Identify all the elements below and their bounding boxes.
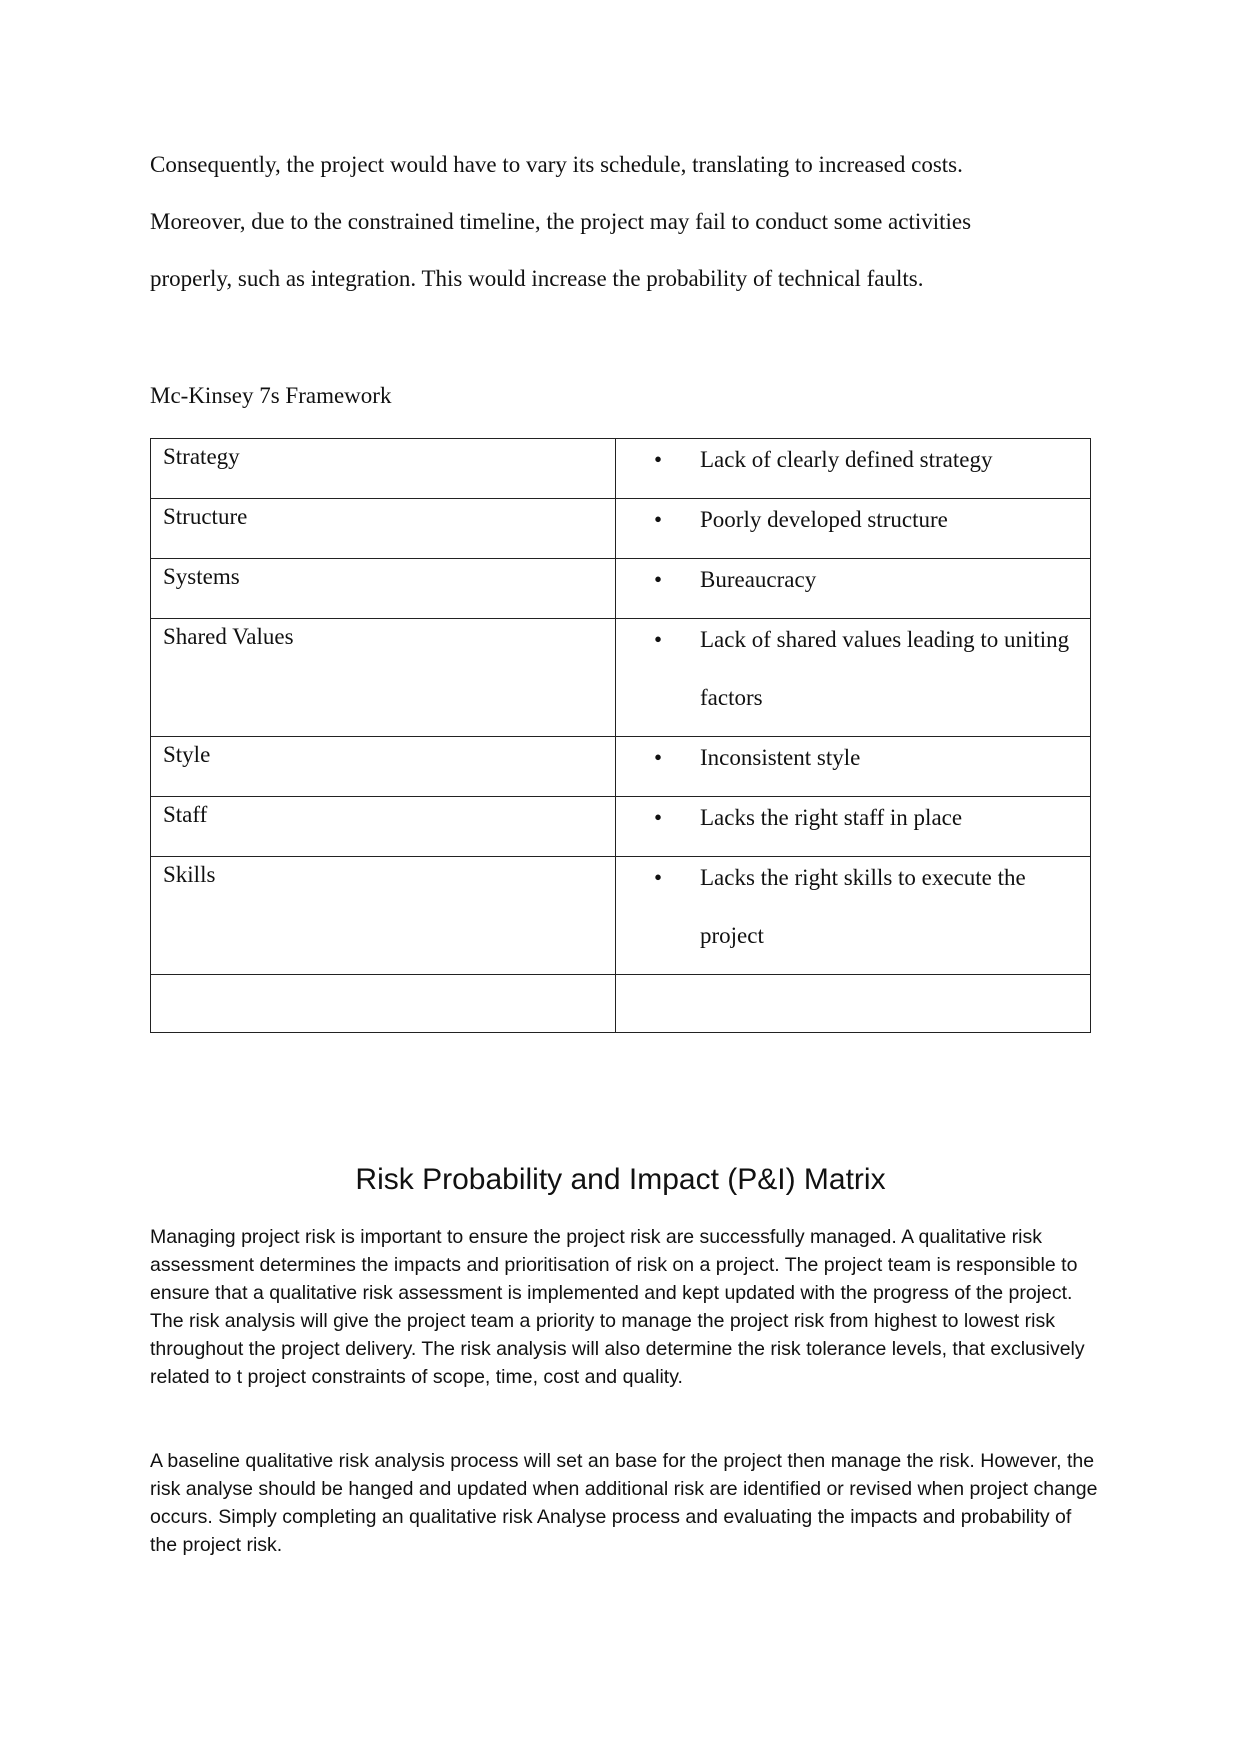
framework-element-value: [616, 797, 1091, 857]
table-row: [151, 737, 1091, 797]
bullet-icon: •: [653, 745, 663, 770]
value-text: Lack of shared values leading to uniting factors: [700, 627, 1070, 710]
framework-element-value: [616, 619, 1091, 737]
framework-element-value: [616, 559, 1091, 619]
framework-element-value: [616, 499, 1091, 559]
value-text: Lacks the right skills to execute the project: [700, 865, 1026, 948]
bullet-icon: •: [653, 627, 663, 652]
mckinsey-7s-table: [150, 438, 1091, 1033]
risk-matrix-heading: Risk Probability and Impact (P&I) Matrix: [355, 1163, 886, 1196]
table-row: [151, 857, 1091, 975]
framework-element-label: Skills: [151, 857, 616, 975]
framework-element-label: Structure: [151, 499, 616, 559]
intro-paragraph: [150, 145, 1100, 316]
intro-line: Consequently, the project would have to vary its schedule, translating to increased costs.: [150, 152, 963, 177]
table-row: [151, 499, 1091, 559]
framework-element-label: [151, 975, 616, 1033]
framework-element-label: Shared Values: [151, 619, 616, 737]
table-row: [151, 619, 1091, 737]
bullet-icon: •: [653, 805, 663, 830]
bullet-icon: •: [653, 567, 663, 592]
risk-paragraph: Managing project risk is important to ensure the project risk are successfully managed. A qualitative risk assessment determines the impacts and prioritisation of risk on a project. The project team is responsible to ensure that a qualitative risk assessment is implemented and kept updated with the progress of the project. The risk analysis will give the project team a priority to manage the project risk from highest to lowest risk throughout the project delivery. The risk analysis will also determine the risk tolerance levels, that exclusively related to t project constraints of scope, time, cost and quality.: [150, 1226, 1085, 1388]
bullet-icon: •: [653, 865, 663, 890]
value-text: Poorly developed structure: [700, 507, 948, 532]
table-row: [151, 797, 1091, 857]
framework-title: Mc-Kinsey 7s Framework: [150, 383, 392, 408]
framework-element-label: Staff: [151, 797, 616, 857]
intro-line: properly, such as integration. This would increase the probability of technical faults.: [150, 266, 924, 291]
framework-element-label: Systems: [151, 559, 616, 619]
value-text: Bureaucracy: [700, 567, 817, 592]
framework-element-value: [616, 737, 1091, 797]
bullet-icon: •: [653, 507, 663, 532]
value-text: Lacks the right staff in place: [700, 805, 963, 830]
framework-element-label: Style: [151, 737, 616, 797]
framework-element-value: [616, 439, 1091, 499]
value-text: Lack of clearly defined strategy: [700, 447, 993, 472]
framework-element-label: Strategy: [151, 439, 616, 499]
framework-element-value: [616, 975, 1091, 1033]
bullet-icon: •: [653, 447, 663, 472]
risk-paragraph: A baseline qualitative risk analysis process will set an base for the project then manage the risk. However, the risk analyse should be hanged and updated when additional risk are identified or revised when project change occurs. Simply completing an qualitative risk Analyse process and evaluating the impacts and probability of the project risk.: [150, 1450, 1098, 1556]
value-text: Inconsistent style: [700, 745, 861, 770]
table-row: [151, 559, 1091, 619]
intro-line: Moreover, due to the constrained timeline, the project may fail to conduct some activities: [150, 209, 972, 234]
table-row: [151, 439, 1091, 499]
framework-element-value: [616, 857, 1091, 975]
table-row: [151, 975, 1091, 1033]
